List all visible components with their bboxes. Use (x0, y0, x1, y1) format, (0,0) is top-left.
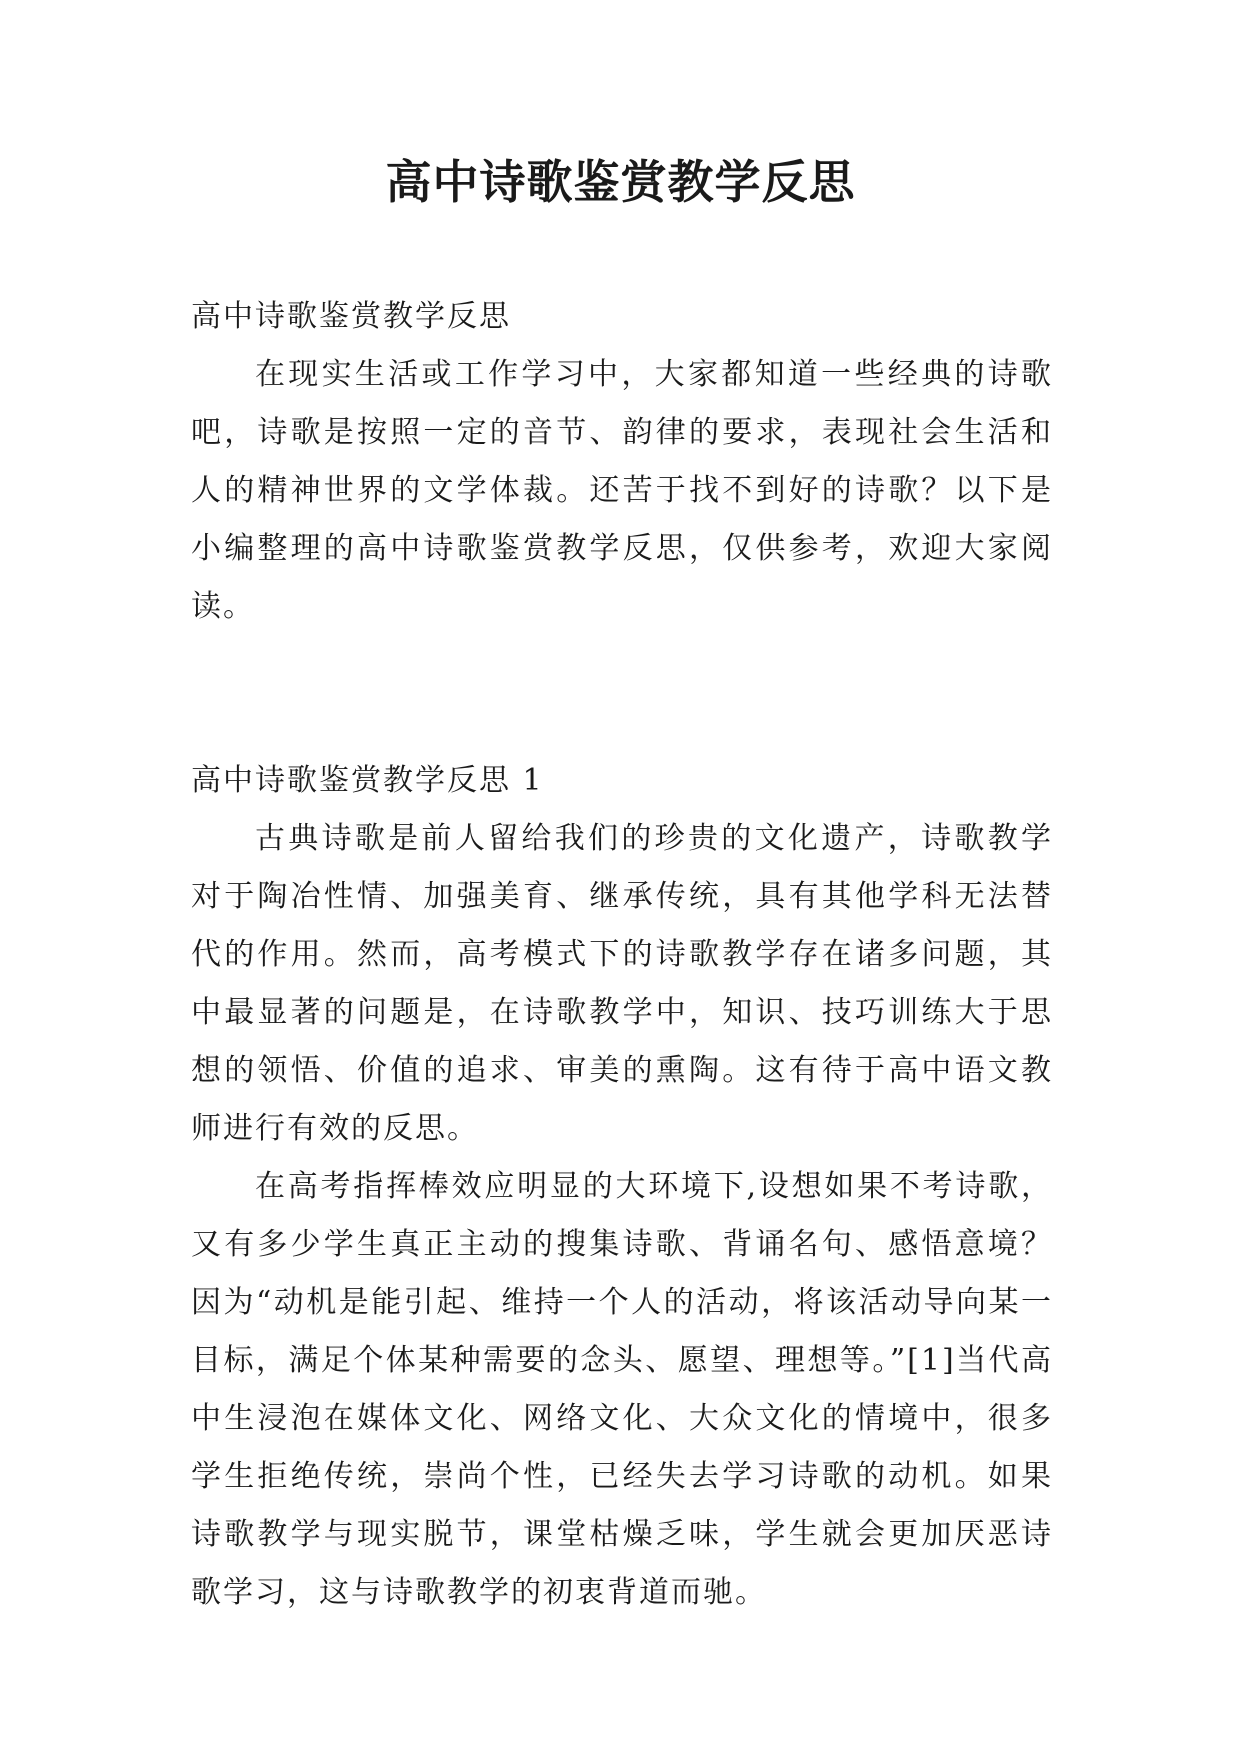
intro-paragraph: 在现实生活或工作学习中，大家都知道一些经典的诗歌吧，诗歌是按照一定的音节、韵律的要求，表现社会生活和人的精神世界的文学体裁。还苦于找不到好的诗歌？以下是小编整理的高中诗歌鉴赏教学反思，仅供参考，欢迎大家阅读。 (191, 357, 1053, 624)
body-paragraph: 古典诗歌是前人留给我们的珍贵的文化遗产，诗歌教学对于陶冶性情、加强美育、继承传统，具有其他学科无法替代的作用。然而，高考模式下的诗歌教学存在诸多问题，其中最显著的问题是，在诗歌教学中，知识、技巧训练大于思想的领悟、价值的追求、审美的熏陶。这有待于高中语文教师进行有效的反思。 (191, 821, 1053, 1146)
section-heading: 高中诗歌鉴赏教学反思 1 (191, 763, 544, 798)
body-paragraph: 在高考指挥棒效应明显的大环境下,设想如果不考诗歌，又有多少学生真正主动的搜集诗歌、背诵名句、感悟意境？因为“动机是能引起、维持一个人的活动，将该活动导向某一目标，满足个体某种需要的念头、愿望、理想等。”[1]当代高中生浸泡在媒体文化、网络文化、大众文化的情境中，很多学生拒绝传统，崇尚个性，已经失去学习诗歌的动机。如果诗歌教学与现实脱节，课堂枯燥乏味，学生就会更加厌恶诗歌学习，这与诗歌教学的初衷背道而驰。 (191, 1169, 1053, 1610)
section-spacer (191, 636, 1053, 752)
document-body (191, 288, 1053, 1622)
document-title: 高中诗歌鉴赏教学反思 (385, 155, 856, 209)
document-subtitle: 高中诗歌鉴赏教学反思 (191, 299, 511, 334)
